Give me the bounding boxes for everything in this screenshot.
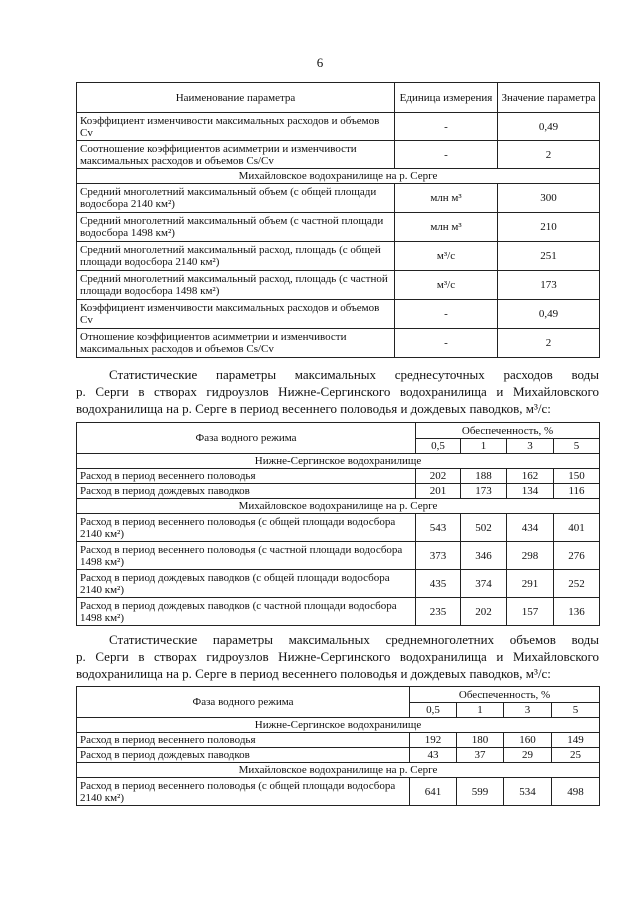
row-value: 192 [410, 733, 457, 748]
table-row [77, 329, 600, 358]
paragraph-line: Статистические параметры максимальных среднесуточных расходов воды [109, 367, 599, 382]
prob-col: 1 [457, 703, 504, 718]
row-value: 160 [504, 733, 552, 748]
row-value: 498 [552, 778, 600, 806]
param-value: 173 [498, 271, 600, 300]
row-name: Расход в период дождевых паводков [77, 484, 416, 499]
table-row [77, 113, 600, 141]
row-name: Расход в период весеннего половодья (с общей площади водосбора 2140 км²) [77, 778, 410, 806]
param-unit: - [395, 141, 498, 169]
parameters-table [76, 82, 600, 358]
param-name: Средний многолетний максимальный расход, площадь (с частной площади водосбора 1498 км²) [77, 271, 395, 300]
row-value: 534 [504, 778, 552, 806]
section-title: Михайловское водохранилище на р. Серге [77, 763, 600, 778]
table-row [77, 778, 600, 806]
row-value: 150 [554, 469, 600, 484]
row-name: Расход в период весеннего половодья [77, 469, 416, 484]
prob-col: 3 [507, 439, 554, 454]
row-value: 252 [554, 570, 600, 598]
header-value: Значение параметра [498, 83, 600, 113]
row-value: 599 [457, 778, 504, 806]
row-value: 37 [457, 748, 504, 763]
paragraph-line: р. Серги в створах гидроузлов Нижне-Сергинского водохранилища и Михайловского [76, 649, 599, 664]
section-title: Нижне-Сергинское водохранилище [77, 718, 600, 733]
row-value: 401 [554, 514, 600, 542]
table-row [77, 570, 600, 598]
param-unit: млн м³ [395, 213, 498, 242]
param-name: Соотношение коэффициентов асимметрии и изменчивости максимальных расходов и объемов Cs/Cv [77, 141, 395, 169]
table-row [77, 598, 600, 626]
prob-col: 0,5 [416, 439, 461, 454]
param-unit: - [395, 113, 498, 141]
row-value: 43 [410, 748, 457, 763]
row-value: 373 [416, 542, 461, 570]
section-title: Михайловское водохранилище на р. Серге [77, 169, 600, 184]
prob-col: 1 [461, 439, 507, 454]
row-name: Расход в период дождевых паводков [77, 748, 410, 763]
table-row [77, 733, 600, 748]
param-unit: м³/с [395, 242, 498, 271]
row-value: 157 [507, 598, 554, 626]
header-name: Наименование параметра [77, 83, 395, 113]
param-value: 210 [498, 213, 600, 242]
page-number: 6 [316, 55, 324, 70]
table-row [77, 748, 600, 763]
param-value: 2 [498, 329, 600, 358]
table-row [77, 469, 600, 484]
row-value: 149 [552, 733, 600, 748]
table-row [77, 271, 600, 300]
table-row [77, 141, 600, 169]
row-value: 173 [461, 484, 507, 499]
row-value: 641 [410, 778, 457, 806]
paragraph-line: р. Серги в створах гидроузлов Нижне-Сергинского водохранилища и Михайловского [76, 384, 599, 399]
prob-col: 3 [504, 703, 552, 718]
prob-col: 0,5 [410, 703, 457, 718]
paragraph-line: водохранилища на р. Серге в период весеннего половодья и дождевых паводков, м³/с: [76, 666, 551, 681]
param-name: Средний многолетний максимальный расход, площадь (с общей площади водосбора 2140 км²) [77, 242, 395, 271]
param-name: Отношение коэффициентов асимметрии и изменчивости максимальных расходов и объемов Cs/Cv [77, 329, 395, 358]
table-row [77, 514, 600, 542]
paragraph-daily-flows [76, 366, 599, 417]
header-phase: Фаза водного режима [77, 687, 410, 718]
row-value: 202 [461, 598, 507, 626]
row-value: 29 [504, 748, 552, 763]
row-name: Расход в период дождевых паводков (с общей площади водосбора 2140 км²) [77, 570, 416, 598]
table-row [77, 542, 600, 570]
param-unit: млн м³ [395, 184, 498, 213]
row-value: 276 [554, 542, 600, 570]
param-name: Коэффициент изменчивости максимальных расходов и объемов Cv [77, 300, 395, 329]
param-value: 0,49 [498, 300, 600, 329]
param-unit: - [395, 300, 498, 329]
row-value: 543 [416, 514, 461, 542]
row-value: 502 [461, 514, 507, 542]
row-value: 162 [507, 469, 554, 484]
row-value: 435 [416, 570, 461, 598]
section-title: Михайловское водохранилище на р. Серге [77, 499, 600, 514]
row-value: 202 [416, 469, 461, 484]
param-name: Средний многолетний максимальный объем (с частной площади водосбора 1498 км²) [77, 213, 395, 242]
row-value: 291 [507, 570, 554, 598]
param-value: 251 [498, 242, 600, 271]
row-name: Расход в период весеннего половодья (с частной площади водосбора 1498 км²) [77, 542, 416, 570]
row-name: Расход в период весеннего половодья (с общей площади водосбора 2140 км²) [77, 514, 416, 542]
row-value: 25 [552, 748, 600, 763]
header-unit: Единица измерения [395, 83, 498, 113]
volumes-table [76, 686, 600, 806]
param-unit: м³/с [395, 271, 498, 300]
prob-col: 5 [554, 439, 600, 454]
row-value: 298 [507, 542, 554, 570]
row-name: Расход в период весеннего половодья [77, 733, 410, 748]
table-row [77, 484, 600, 499]
row-value: 136 [554, 598, 600, 626]
section-title: Нижне-Сергинское водохранилище [77, 454, 600, 469]
header-phase: Фаза водного режима [77, 423, 416, 454]
row-value: 346 [461, 542, 507, 570]
paragraph-line: водохранилища на р. Серге в период весеннего половодья и дождевых паводков, м³/с: [76, 401, 551, 416]
header-probability: Обеспеченность, % [416, 423, 600, 439]
table-row [77, 184, 600, 213]
row-value: 434 [507, 514, 554, 542]
row-value: 134 [507, 484, 554, 499]
param-name: Коэффициент изменчивости максимальных расходов и объемов Cv [77, 113, 395, 141]
paragraph-line: Статистические параметры максимальных среднемноголетних объемов воды [109, 632, 599, 647]
row-value: 116 [554, 484, 600, 499]
row-name: Расход в период дождевых паводков (с частной площади водосбора 1498 км²) [77, 598, 416, 626]
param-value: 0,49 [498, 113, 600, 141]
param-value: 300 [498, 184, 600, 213]
daily-flows-table [76, 422, 600, 626]
param-unit: - [395, 329, 498, 358]
param-name: Средний многолетний максимальный объем (с общей площади водосбора 2140 км²) [77, 184, 395, 213]
row-value: 188 [461, 469, 507, 484]
row-value: 201 [416, 484, 461, 499]
row-value: 180 [457, 733, 504, 748]
prob-col: 5 [552, 703, 600, 718]
row-value: 235 [416, 598, 461, 626]
table-row [77, 213, 600, 242]
header-probability: Обеспеченность, % [410, 687, 600, 703]
paragraph-volumes [76, 631, 599, 682]
table-row [77, 242, 600, 271]
row-value: 374 [461, 570, 507, 598]
table-row [77, 300, 600, 329]
param-value: 2 [498, 141, 600, 169]
